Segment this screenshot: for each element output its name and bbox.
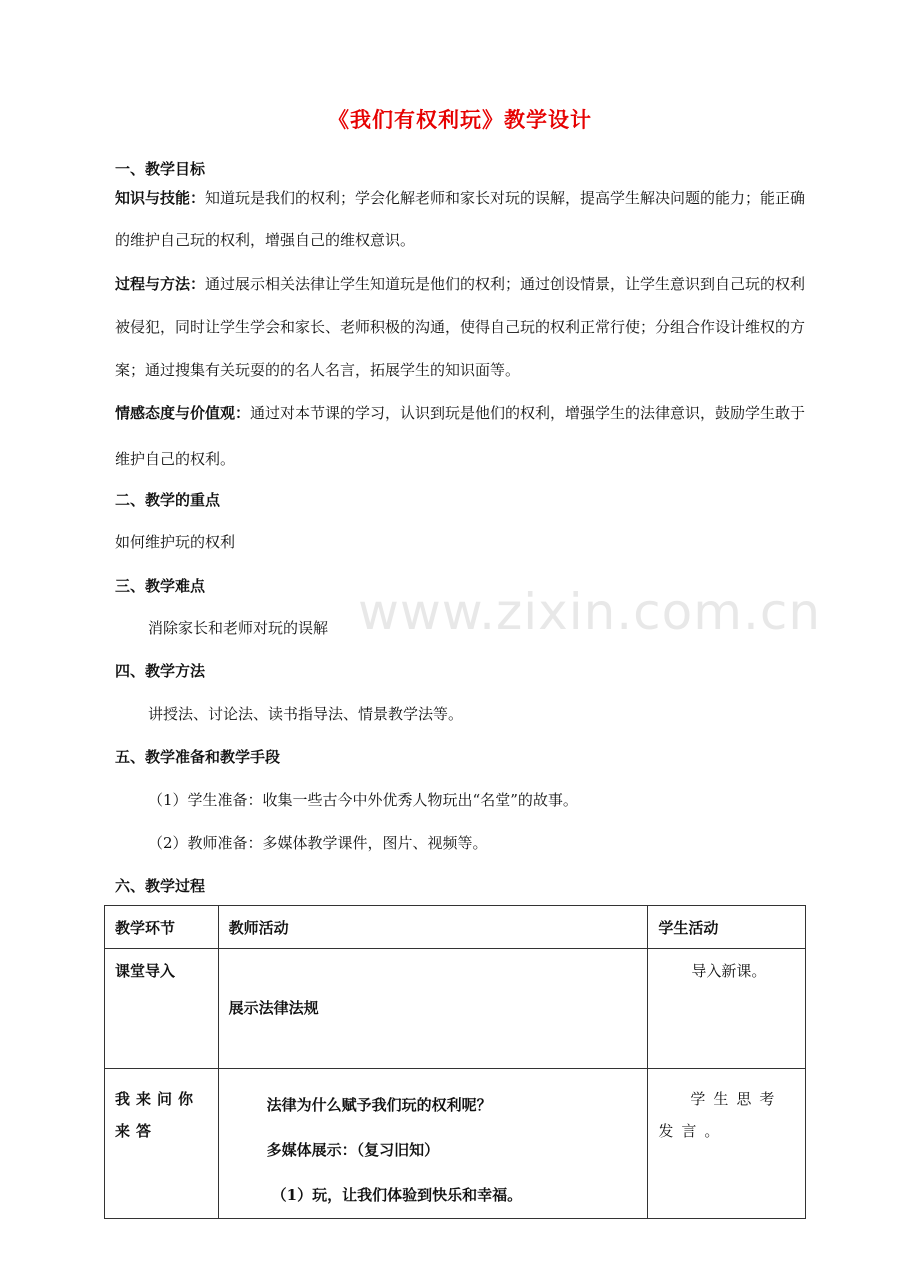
row1-stage: 课堂导入 [115, 962, 176, 980]
process-text: 通过展示相关法律让学生知道玩是他们的权利；通过创设情景，让学生意识到自己玩的权利被侵犯，同时让学生学会和家长、老师积极的沟通，使得自己玩的权利正常行使；分组合作设计维权的方案；通过搜集有关玩耍的的名人名言，拓展学生的知识面等。 [115, 275, 806, 379]
section-heading-objectives: 一、教学目标 [115, 160, 206, 178]
preparation-item-2: （2）教师准备：多媒体教学课件，图片、视频等。 [148, 834, 488, 852]
process-paragraph [115, 263, 810, 392]
table-cell [218, 1069, 648, 1219]
row1-teacher: 展示法律法规 [228, 999, 319, 1017]
knowledge-label: 知识与技能： [115, 189, 206, 207]
table-header-cell [105, 906, 219, 949]
table-header-cell [218, 906, 648, 949]
table-cell [648, 1069, 806, 1219]
row2-student: 学生思考发言。 [658, 1090, 783, 1140]
process-label: 过程与方法： [115, 275, 206, 293]
header-student: 学生活动 [658, 919, 719, 937]
focus-text: 如何维护玩的权利 [115, 533, 236, 551]
header-teacher: 教师活动 [228, 919, 289, 937]
table-row [105, 949, 806, 1069]
section-heading-focus: 二、教学的重点 [115, 491, 221, 509]
table-cell [105, 949, 219, 1069]
document-title: 《我们有权利玩》教学设计 [328, 107, 592, 132]
table-cell [105, 1069, 219, 1219]
row2-stage: 我来问你来答 [115, 1090, 200, 1140]
row2-teacher-line1: 法律为什么赋予我们玩的权利呢？ [266, 1096, 492, 1114]
emotion-text: 通过对本节课的学习，认识到玩是他们的权利，增强学生的法律意识，鼓励学生敢于维护自己的权利。 [115, 404, 806, 468]
knowledge-paragraph [115, 177, 810, 261]
header-stage: 教学环节 [115, 919, 176, 937]
table-header-row [105, 906, 806, 949]
section-heading-process: 六、教学过程 [115, 877, 206, 895]
row2-teacher [219, 1069, 648, 1218]
process-table [104, 905, 806, 1219]
watermark: www.zixin.com.cn [358, 583, 822, 641]
knowledge-text: 知道玩是我们的权利；学会化解老师和家长对玩的误解，提高学生解决问题的能力；能正确的维护自己玩的权利，增强自己的维权意识。 [115, 189, 806, 249]
row2-teacher-line3: （1）玩，让我们体验到快乐和幸福。 [271, 1186, 523, 1204]
emotion-label: 情感态度与价值观： [115, 404, 251, 422]
row1-student: 导入新课。 [691, 962, 767, 980]
methods-text: 讲授法、讨论法、读书指导法、情景教学法等。 [148, 705, 464, 723]
difficulty-text: 消除家长和老师对玩的误解 [148, 619, 329, 637]
table-cell [648, 949, 806, 1069]
row2-teacher-line2: 多媒体展示：（复习旧知） [266, 1141, 440, 1159]
table-cell [218, 949, 648, 1069]
section-heading-methods: 四、教学方法 [115, 662, 206, 680]
preparation-item-1: （1）学生准备：收集一些古今中外优秀人物玩出“名堂”的故事。 [148, 791, 578, 809]
table-header-cell [648, 906, 806, 949]
emotion-paragraph [115, 390, 810, 482]
section-heading-preparation: 五、教学准备和教学手段 [115, 748, 281, 766]
table-row [105, 1069, 806, 1219]
section-heading-difficulty: 三、教学难点 [115, 577, 206, 595]
